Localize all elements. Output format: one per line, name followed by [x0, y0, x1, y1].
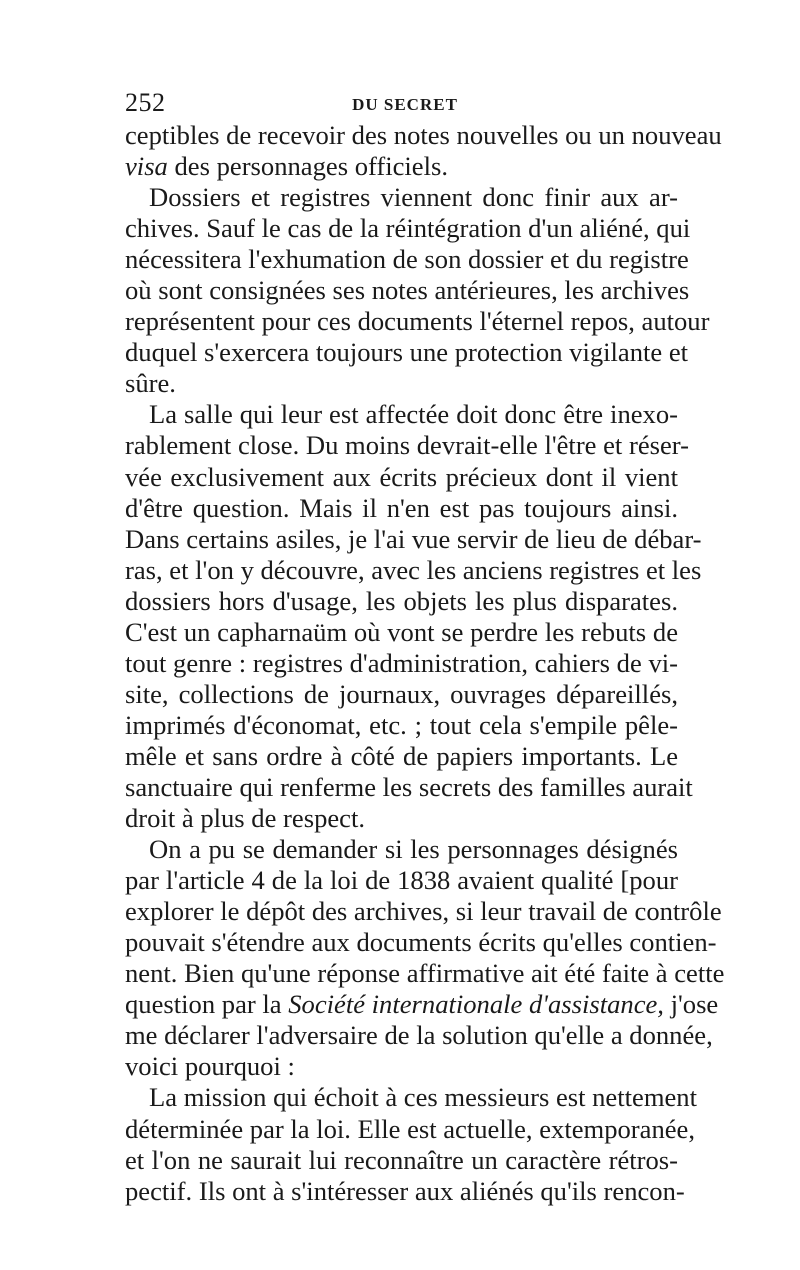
text-line: Dossiers et registres viennent donc finir aux ar-	[149, 182, 678, 213]
text-line: La mission qui échoit à ces messieurs est nettement	[149, 1082, 697, 1113]
italic-term: visa	[125, 151, 168, 182]
text-line: où sont consignées ses notes antérieures, les archives	[125, 275, 690, 306]
text-line: par l'article 4 de la loi de 1838 avaient qualité [pour	[125, 865, 678, 896]
text-line: visa des personnages officiels.	[125, 151, 448, 182]
page-header	[125, 86, 685, 120]
italic-title: Société internationale d'assistance,	[288, 989, 664, 1020]
text-line: d'être question. Mais il n'en est pas toujours ainsi.	[125, 492, 678, 523]
text-line: chives. Sauf le cas de la réintégration d'un aliéné, qui	[125, 213, 691, 244]
running-title: DU SECRET	[352, 95, 458, 114]
text-line: sûre.	[125, 368, 176, 399]
text-line: ras, et l'on y découvre, avec les anciens registres et les	[125, 554, 702, 585]
text-line: On a pu se demander si les personnages désignés	[149, 834, 678, 865]
text-line: site, collections de journaux, ouvrages dépareillés,	[125, 678, 678, 709]
text-line: imprimés d'économat, etc. ; tout cela s'empile pêle-	[125, 709, 678, 740]
text-line: explorer le dépôt des archives, si leur travail de contrôle	[125, 896, 722, 927]
text-line: ceptibles de recevoir des notes nouvelles ou un nouveau	[125, 120, 722, 150]
text-line: nécessitera l'exhumation de son dossier et du registre	[125, 244, 689, 275]
text-line: droit à plus de respect.	[125, 803, 366, 834]
text-line: C'est un capharnaüm où vont se perdre les rebuts de	[125, 616, 678, 647]
text-line: question par la Société internationale d'assistance, j'ose	[125, 989, 719, 1020]
text-line: représentent pour ces documents l'éternel repos, autour	[125, 306, 710, 337]
text-line: nent. Bien qu'une réponse affirmative ait été faite à cette	[125, 958, 725, 989]
text-line: me déclarer l'adversaire de la solution qu'elle a donnée,	[125, 1020, 713, 1051]
text-line: rablement close. Du moins devrait-elle l'être et réser-	[125, 430, 689, 461]
text-line: Dans certains asiles, je l'ai vue servir de lieu de débar-	[125, 523, 702, 554]
text-line: pectif. Ils ont à s'intéresser aux aliénés qu'ils rencon-	[125, 1175, 685, 1206]
text-line: et l'on ne saurait lui reconnaître un caractère rétros-	[125, 1144, 678, 1175]
text-line: sanctuaire qui renferme les secrets des familles aurait	[125, 771, 693, 802]
text-line: mêle et sans ordre à côté de papiers importants. Le	[125, 740, 678, 771]
page-number: 252	[125, 88, 166, 117]
text-line: tout genre : registres d'administration, cahiers de vi-	[125, 647, 678, 678]
text-line: vée exclusivement aux écrits précieux dont il vient	[125, 461, 678, 492]
text-line: dossiers hors d'usage, les objets les plus disparates.	[125, 585, 678, 616]
body-text	[125, 120, 725, 1207]
text-line: duquel s'exercera toujours une protection vigilante et	[125, 337, 689, 368]
text-line: La salle qui leur est affectée doit donc être inexo-	[149, 399, 678, 430]
text-line: déterminée par la loi. Elle est actuelle, extemporanée,	[125, 1113, 696, 1144]
text-line: voici pourquoi :	[125, 1051, 295, 1082]
text-line: pouvait s'étendre aux documents écrits qu'elles contien-	[125, 927, 717, 958]
